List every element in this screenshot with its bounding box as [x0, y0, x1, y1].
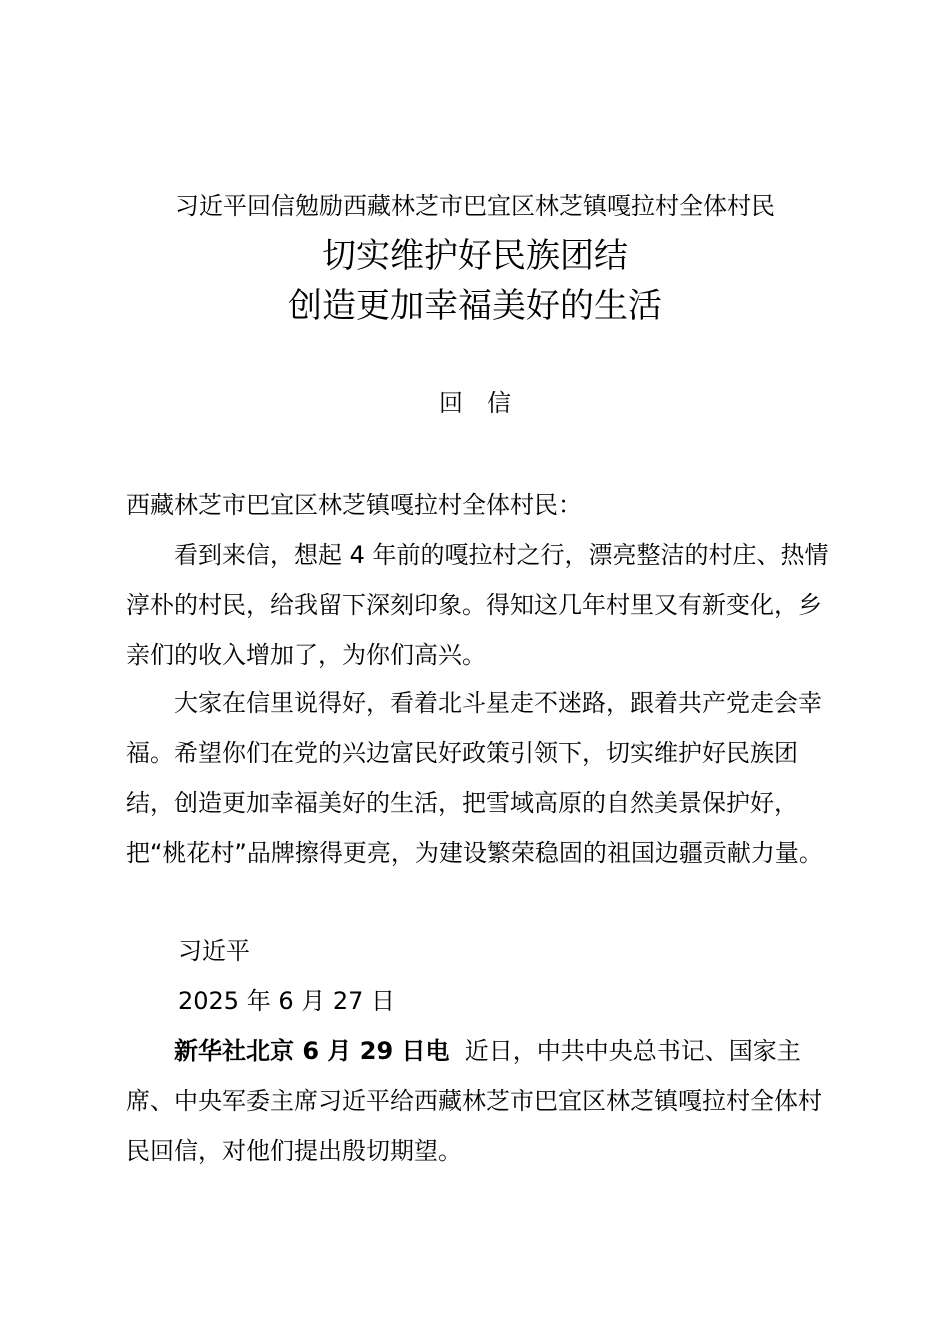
news-paragraph [126, 1026, 836, 1176]
news-dateline: 新华社北京 6 月 29 日电 [174, 1037, 450, 1065]
article-title-line-2: 创造更加幸福美好的生活 [288, 286, 662, 326]
article-title-line-1: 切实维护好民族团结 [322, 236, 628, 276]
letter-date: 2025 年 6 月 27 日 [178, 987, 396, 1015]
letter-paragraph-1: 看到来信，想起 4 年前的嘎拉村之行，漂亮整洁的村庄、热情淳朴的村民，给我留下深刻印象。得知这几年村里又有新变化，乡亲们的收入增加了，为你们高兴。 [126, 541, 829, 669]
letter-heading: 回信 [439, 389, 535, 417]
letter-signer: 习近平 [178, 937, 250, 965]
news-body: 近日，中共中央总书记、国家主席、中央军委主席习近平给西藏林芝市巴宜区林芝镇嘎拉村全体村民回信，对他们提出殷切期望。 [126, 1037, 822, 1165]
letter-paragraph-2: 大家在信里说得好，看着北斗星走不迷路，跟着共产党走会幸福。希望你们在党的兴边富民好政策引领下，切实维护好民族团结，创造更加幸福美好的生活，把雪域高原的自然美景保护好，把“桃花村”品牌擦得更亮，为建设繁荣稳固的祖国边疆贡献力量。 [126, 689, 823, 867]
letter-salutation: 西藏林芝市巴宜区林芝镇嘎拉村全体村民： [126, 491, 582, 519]
article-subtitle: 习近平回信勉励西藏林芝市巴宜区林芝镇嘎拉村全体村民 [175, 192, 775, 220]
